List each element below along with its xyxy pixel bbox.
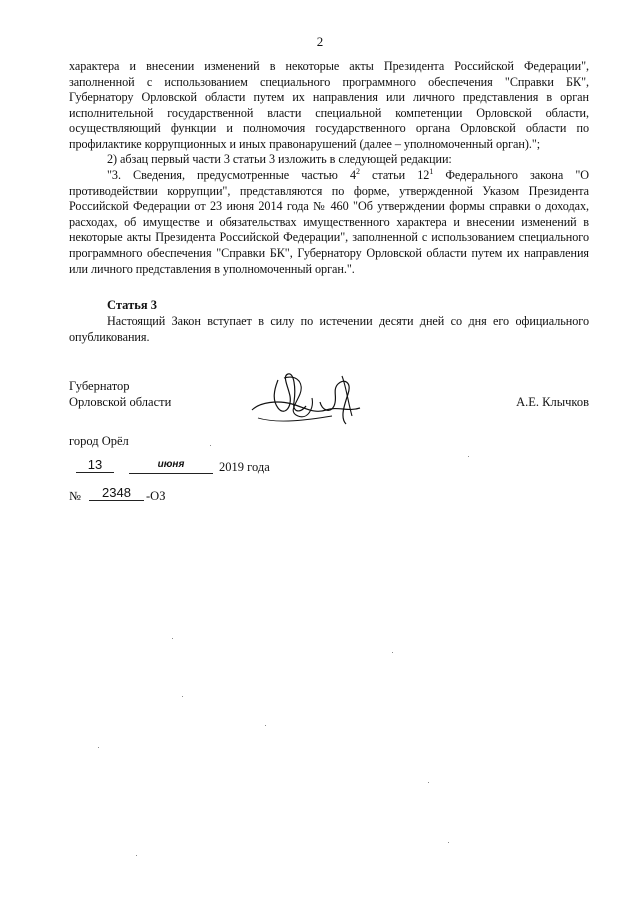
city-of-signing: город Орёл: [69, 434, 129, 448]
article-title: Статья 3: [107, 298, 157, 312]
scan-speck: [98, 747, 99, 748]
signatory-title-line: Орловской области: [69, 394, 172, 409]
signing-date: [69, 457, 369, 480]
scan-speck: [448, 842, 449, 843]
scan-speck: [182, 696, 183, 697]
scan-speck: [392, 652, 393, 653]
scan-speck: [136, 855, 137, 856]
signatory-name: А.Е. Клычков: [516, 395, 589, 409]
law-number: [69, 485, 369, 509]
paragraph-text: Настоящий Закон вступает в силу по истечении десяти дней со дня его официального опубликования.: [69, 314, 589, 344]
scan-speck: [265, 725, 266, 726]
number-suffix: -ОЗ: [146, 489, 166, 503]
page-number: 2: [316, 34, 324, 49]
text-fragment: статьи 12: [359, 168, 430, 182]
number-value: 2348: [89, 485, 144, 501]
paragraph-text: 2) абзац первый части 3 статьи 3 изложить в следующей редакции:: [107, 152, 452, 166]
paragraph-new-wording: [69, 168, 589, 277]
paragraph-text: [69, 168, 589, 277]
signatory-title: [69, 379, 171, 410]
text-fragment: Федерального закона "О противодействии коррупции", представляются по форме, утвержденной Указом Президента Российской Федерации от 23 июня 2014 года № 460 "Об утверждении формы справки о доходах, расходах, об имуществе и обязательствах имущественного характера и внесении изменений в некоторые акты Президента Российской Федерации", заполненной с использованием специального программного обеспечения "Справки БК", Губернатору Орловской области путем их направления или личного представления в уполномоченный орган.".: [69, 168, 589, 276]
paragraph-text: характера и внесении изменений в некоторые акты Президента Российской Федерации", заполненной с использованием специального программного обеспечения "Справки БК", Губернатору Орловской области путем их направления или личного представления в орган исполнительной государственной власти специальной компетенции Орловской области, осуществляющий функции и полномочия государственного органа Орловской области по профилактике коррупционных и иных правонарушений (далее – уполномоченный орган).";: [69, 59, 589, 151]
date-month: июня: [129, 459, 213, 474]
scan-speck: [468, 456, 469, 457]
number-sign: №: [69, 489, 81, 503]
date-day: 13: [76, 457, 114, 473]
superscript: 1: [429, 166, 434, 176]
text-fragment: "3. Сведения, предусмотренные частью 4: [107, 168, 356, 182]
paragraph-amendment-2: [69, 152, 589, 168]
scan-speck: [172, 638, 173, 639]
scan-speck: [428, 782, 429, 783]
paragraph-continuation: [69, 59, 589, 153]
handwritten-signature: [248, 368, 368, 428]
date-year: 2019 года: [219, 460, 270, 474]
superscript: 2: [356, 166, 360, 176]
signatory-title-line: Губернатор: [69, 379, 130, 393]
scan-speck: [210, 445, 211, 446]
paragraph-article-3: [69, 314, 589, 345]
